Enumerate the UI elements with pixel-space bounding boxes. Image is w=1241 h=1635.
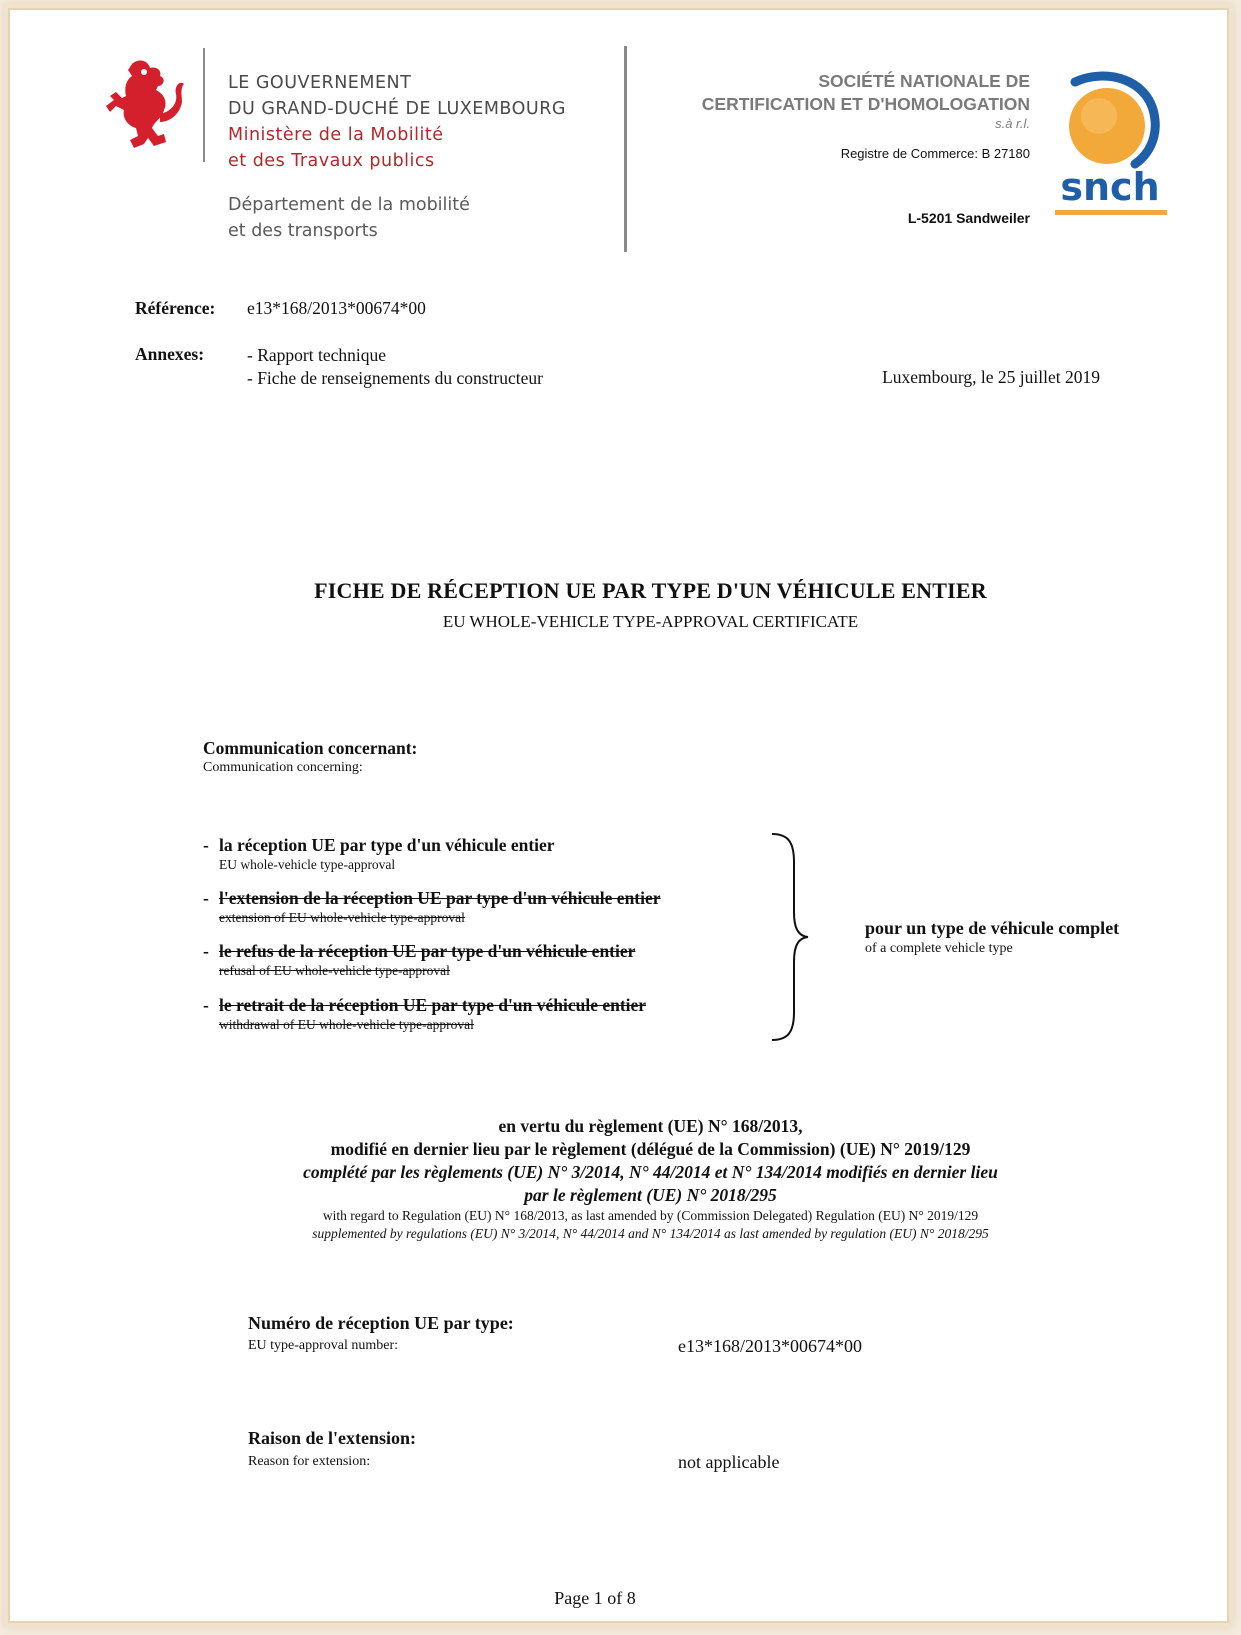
reference-value: e13*168/2013*00674*00 xyxy=(247,298,426,318)
option-dash: - xyxy=(203,835,209,855)
option-dash: - xyxy=(203,941,209,961)
annexes-list xyxy=(247,344,543,390)
option-fr: l'extension de la réception UE par type d'un véhicule entier xyxy=(219,888,661,908)
communication-option-refusal xyxy=(203,941,635,979)
option-fr: le retrait de la réception UE par type d'un véhicule entier xyxy=(219,995,647,1015)
regulation-line: complété par les règlements (UE) N° 3/2014, N° 44/2014 et N° 134/2014 modifiés en dernier lieu xyxy=(303,1162,998,1182)
page-number: Page 1 of 8 xyxy=(554,1588,636,1608)
government-name xyxy=(228,70,566,174)
extension-reason-label: Raison de l'extension: xyxy=(248,1428,417,1448)
snch-logo xyxy=(1055,70,1170,220)
option-fr: la réception UE par type d'un véhicule entier xyxy=(219,835,555,855)
ministry-line-2: et des Travaux publics xyxy=(228,151,435,171)
extension-reason-label-en: Reason for extension: xyxy=(248,1454,371,1469)
approval-number-value: e13*168/2013*00674*00 xyxy=(678,1336,862,1356)
gov-line-1: LE GOUVERNEMENT xyxy=(228,73,412,93)
option-en: refusal of EU whole-vehicle type-approval xyxy=(219,963,450,978)
snch-address: L-5201 Sandweiler xyxy=(907,210,1030,226)
curly-brace xyxy=(770,832,810,1042)
communication-subtitle: Communication concerning: xyxy=(203,760,363,775)
page-title: FICHE DE RÉCEPTION UE PAR TYPE D'UN VÉHICULE ENTIER xyxy=(314,578,987,603)
department-name xyxy=(228,192,470,244)
regulation-line-en: with regard to Regulation (EU) N° 168/2013, as last amended by (Commission Delegated) Regulation (EU) N° 2019/129 xyxy=(322,1208,979,1223)
registre-commerce: Registre de Commerce: B 27180 xyxy=(840,146,1030,161)
header-divider-left xyxy=(203,48,205,162)
snch-logo-text: snch xyxy=(1060,165,1160,209)
regulation-line: en vertu du règlement (UE) N° 168/2013, xyxy=(498,1116,803,1136)
communication-option-extension xyxy=(203,888,661,926)
dept-line-2: et des transports xyxy=(228,221,378,241)
gov-line-2: DU GRAND-DUCHÉ DE LUXEMBOURG xyxy=(228,99,566,119)
extension-reason-value: not applicable xyxy=(678,1452,780,1472)
communication-option-withdrawal xyxy=(203,995,646,1033)
option-fr: le refus de la réception UE par type d'un véhicule entier xyxy=(219,941,636,961)
option-en: withdrawal of EU whole-vehicle type-approval xyxy=(219,1017,474,1032)
option-en: EU whole-vehicle type-approval xyxy=(219,857,396,872)
dept-line-1: Département de la mobilité xyxy=(228,195,470,215)
document-page xyxy=(8,8,1229,1623)
snch-legal-form: s.à r.l. xyxy=(995,116,1030,131)
snch-line-1: SOCIÉTÉ NATIONALE DE xyxy=(818,71,1030,91)
option-dash: - xyxy=(203,995,209,1015)
regulation-line: par le règlement (UE) N° 2018/295 xyxy=(524,1185,777,1205)
reference-label: Référence: xyxy=(135,298,216,318)
annex-item: - Rapport technique xyxy=(247,345,386,365)
page-subtitle: EU WHOLE-VEHICLE TYPE-APPROVAL CERTIFICATE xyxy=(442,612,859,631)
option-dash: - xyxy=(203,888,209,908)
regulation-line-en: supplemented by regulations (EU) N° 3/2014, N° 44/2014 and N° 134/2014 as last amended by regulation (EU) N° 2018/295 xyxy=(312,1226,989,1241)
vehicle-type-fr: pour un type de véhicule complet xyxy=(865,918,1120,938)
snch-company-name xyxy=(640,70,1030,116)
regulations-block xyxy=(0,1115,1241,1243)
option-en: extension of EU whole-vehicle type-approval xyxy=(219,910,465,925)
annexes-label: Annexes: xyxy=(135,344,205,364)
approval-number-label-en: EU type-approval number: xyxy=(248,1338,399,1353)
document-date: Luxembourg, le 25 juillet 2019 xyxy=(882,367,1100,387)
header-divider-center xyxy=(624,46,627,252)
ministry-line-1: Ministère de la Mobilité xyxy=(228,125,444,145)
approval-number-label: Numéro de réception UE par type: xyxy=(248,1313,514,1333)
communication-title: Communication concernant: xyxy=(203,738,418,758)
vehicle-type-en: of a complete vehicle type xyxy=(865,941,1013,956)
communication-option-approval xyxy=(203,835,555,873)
regulation-line: modifié en dernier lieu par le règlement (délégué de la Commission) (UE) N° 2019/129 xyxy=(330,1139,971,1159)
snch-line-2: CERTIFICATION ET D'HOMOLOGATION xyxy=(701,94,1030,114)
annex-item: - Fiche de renseignements du constructeur xyxy=(247,368,543,388)
luxembourg-lion-logo xyxy=(104,56,186,154)
